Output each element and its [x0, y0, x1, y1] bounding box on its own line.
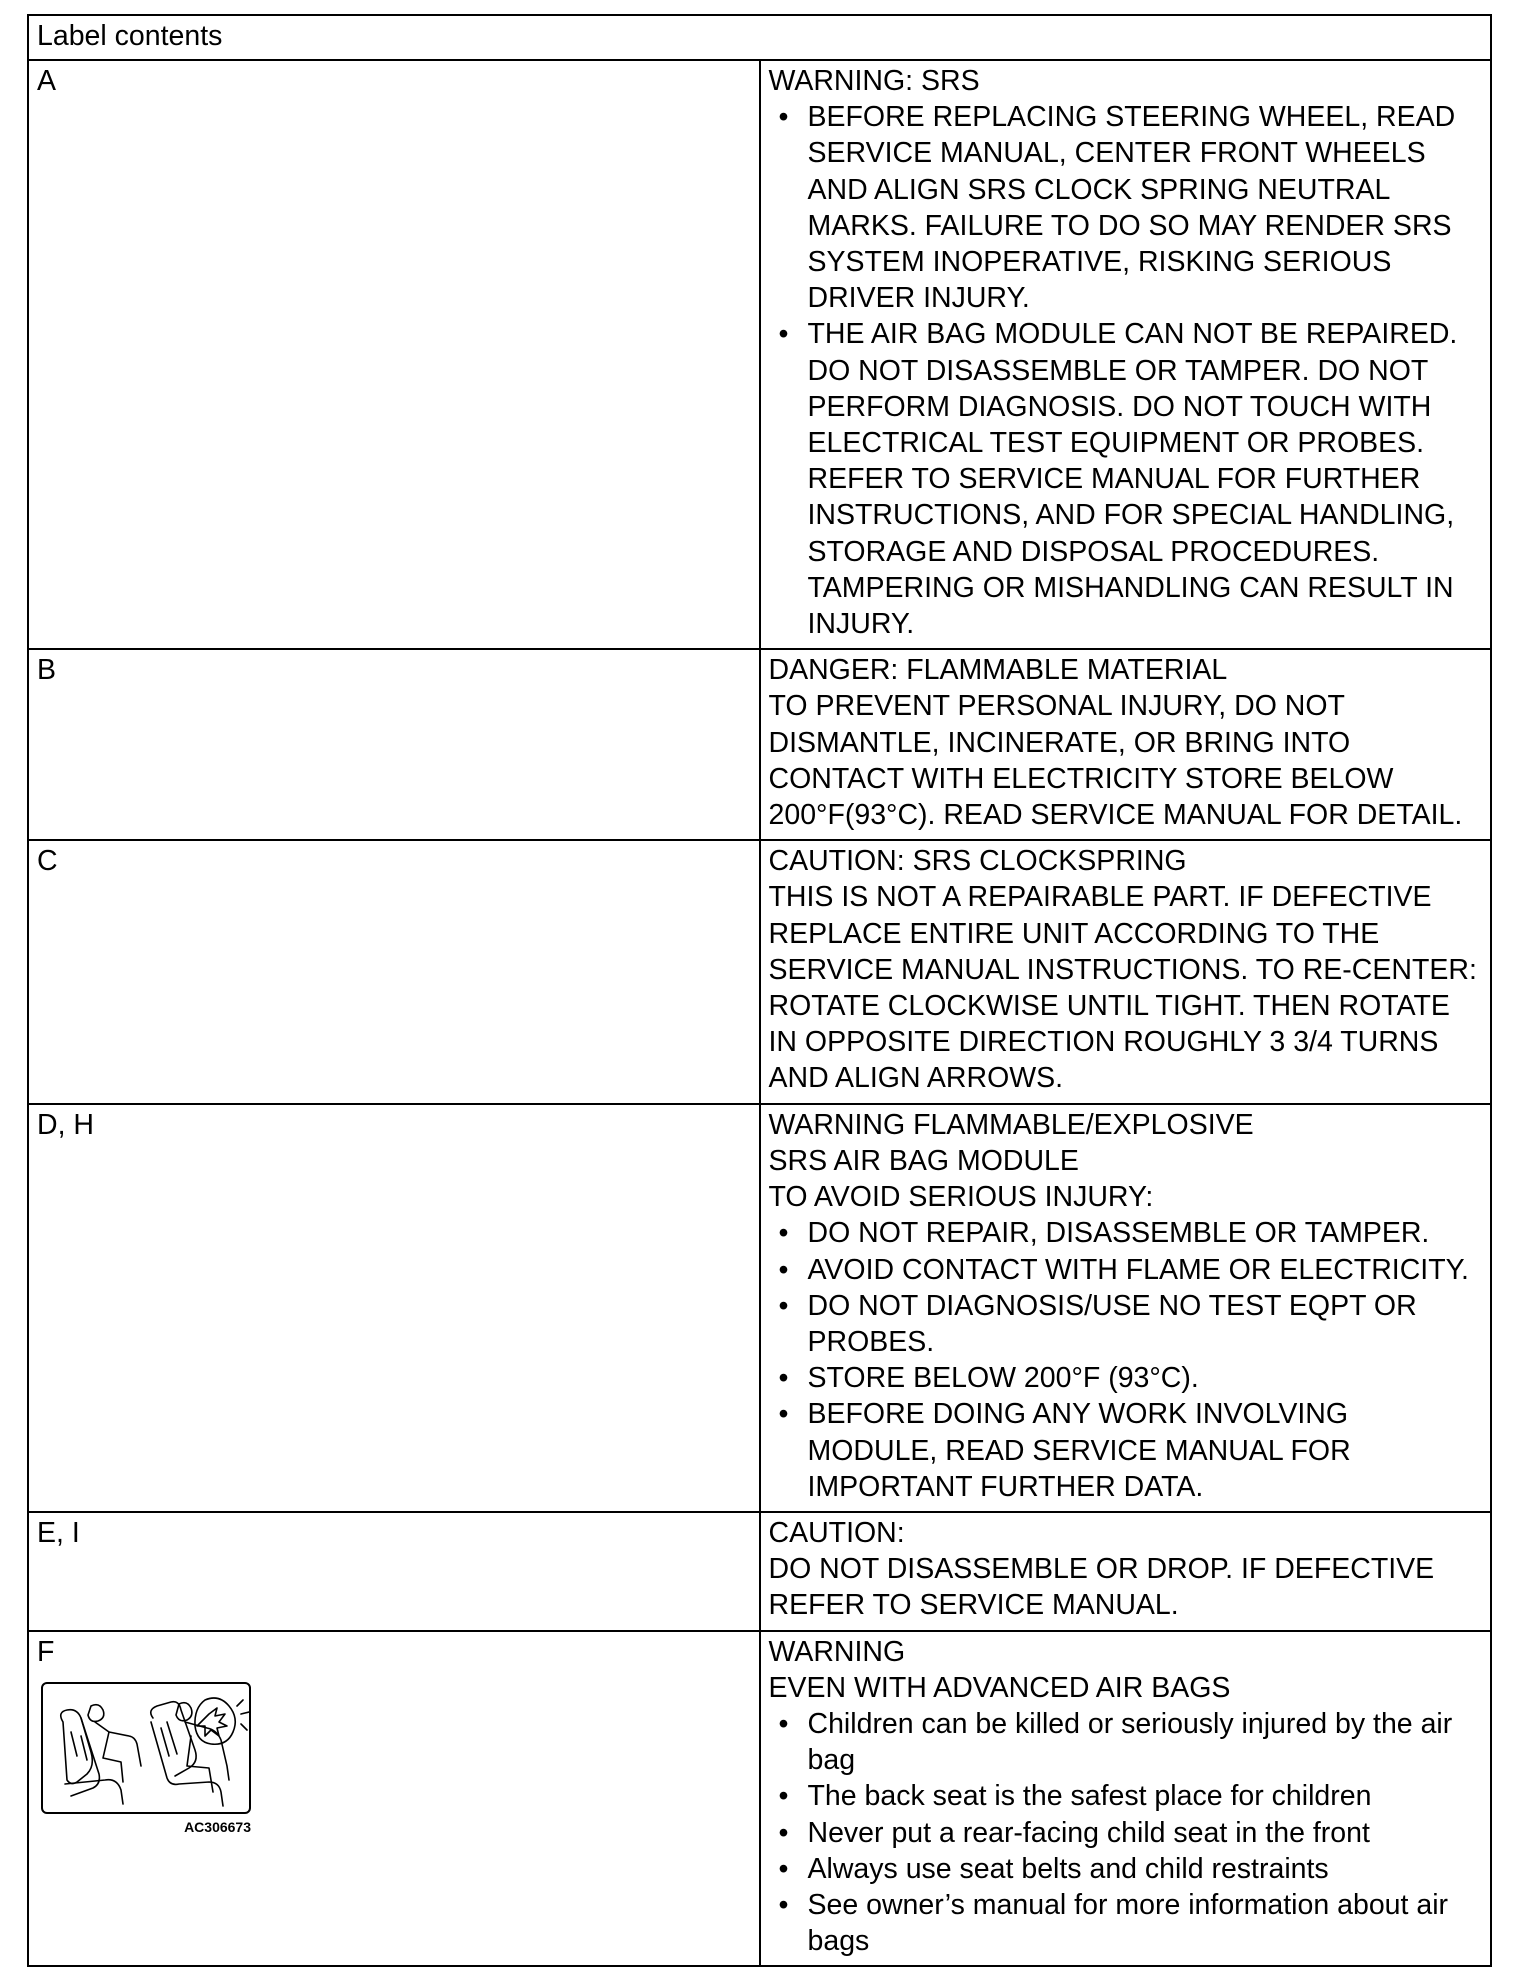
table-row [28, 60, 1491, 649]
table-header: Label contents [28, 15, 1491, 60]
table-row [28, 1512, 1491, 1631]
label-line: TO AVOID SERIOUS INJURY: [768, 1181, 1154, 1214]
child-seat-airbag-warning-icon [41, 1682, 251, 1814]
label-text [760, 1104, 1492, 1512]
bullet-item: • Never put a rear-facing child seat in the front [769, 1815, 1483, 1851]
pictogram-drawing [43, 1684, 249, 1812]
bullet-item: • The back seat is the safest place for children [769, 1778, 1483, 1814]
label-line: WARNING: SRS [768, 65, 980, 97]
label-code: F [37, 1635, 55, 1668]
bullet-item: • DO NOT DIAGNOSIS/USE NO TEST EQPT OR PROBES. [769, 1288, 1483, 1360]
table-header-row [28, 15, 1491, 60]
bullet-item: • BEFORE DOING ANY WORK INVOLVING MODULE, READ SERVICE MANUAL FOR IMPORTANT FURTHER DATA. [769, 1396, 1483, 1505]
bullet-item: • THE AIR BAG MODULE CAN NOT BE REPAIRED. DO NOT DISASSEMBLE OR TAMPER. DO NOT PERFORM DIAGNOSIS. DO NOT TOUCH WITH ELECTRICAL TEST EQUIPMENT OR PROBES. REFER TO SERVICE MANUAL FOR FURTHER INSTRUCTIONS, AND FOR SPECIAL HANDLING, STORAGE AND DISPOSAL PROCEDURES. TAMPERING OR MISHANDLING CAN RESULT IN INJURY. [769, 316, 1483, 642]
label-code: B [28, 649, 760, 840]
label-text [760, 1512, 1492, 1631]
bullet-item: • BEFORE REPLACING STEERING WHEEL, READ SERVICE MANUAL, CENTER FRONT WHEELS AND ALIGN SRS CLOCK SPRING NEUTRAL MARKS. FAILURE TO DO SO MAY RENDER SRS SYSTEM INOPERATIVE, RISKING SERIOUS DRIVER INJURY. [769, 99, 1483, 316]
label-line: SRS AIR BAG MODULE [768, 1144, 1079, 1177]
label-code-cell [28, 1631, 760, 1967]
bullet-item: • Always use seat belts and child restraints [769, 1851, 1483, 1887]
label-text [760, 840, 1492, 1103]
table-row [28, 1631, 1491, 1967]
pictogram [37, 1682, 259, 1835]
bullet-item: • See owner’s manual for more information about air bags [769, 1887, 1483, 1959]
table-row [28, 649, 1491, 840]
label-code: D, H [28, 1104, 760, 1512]
bullet-item: • AVOID CONTACT WITH FLAME OR ELECTRICITY. [769, 1252, 1483, 1288]
bullet-list [769, 1706, 1483, 1959]
label-code: E, I [28, 1512, 760, 1631]
bullet-list [769, 99, 1483, 642]
label-text [760, 1631, 1492, 1967]
label-code: A [28, 60, 760, 649]
label-line: CAUTION: SRS CLOCKSPRING [768, 845, 1187, 878]
label-line: CAUTION: [768, 1516, 905, 1549]
label-contents-table [27, 14, 1492, 1967]
bullet-item: • STORE BELOW 200°F (93°C). [769, 1360, 1483, 1396]
bullet-item: • DO NOT REPAIR, DISASSEMBLE OR TAMPER. [769, 1215, 1483, 1251]
label-text [760, 649, 1492, 840]
label-line: EVEN WITH ADVANCED AIR BAGS [768, 1671, 1231, 1704]
label-text [760, 60, 1492, 649]
label-code: C [28, 840, 760, 1103]
figure-code: AC306673 [184, 1818, 251, 1835]
label-line: WARNING [768, 1635, 906, 1668]
table-row [28, 1104, 1491, 1512]
bullet-item: • Children can be killed or seriously injured by the air bag [769, 1706, 1483, 1778]
label-line: WARNING FLAMMABLE/EXPLOSIVE [768, 1108, 1254, 1141]
table-row [28, 840, 1491, 1103]
label-line: TO PREVENT PERSONAL INJURY, DO NOT DISMANTLE, INCINERATE, OR BRING INTO CONTACT WITH ELECTRICITY STORE BELOW 200°F(93°C). READ SERVICE MANUAL FOR DETAIL. [768, 690, 1463, 832]
bullet-list [769, 1215, 1483, 1505]
label-line: THIS IS NOT A REPAIRABLE PART. IF DEFECTIVE REPLACE ENTIRE UNIT ACCORDING TO THE SERVICE MANUAL INSTRUCTIONS. TO RE-CENTER: ROTATE CLOCKWISE UNTIL TIGHT. THEN ROTATE IN OPPOSITE DIRECTION ROUGHLY 3 3/4 TURNS AND ALIGN ARROWS. [768, 881, 1477, 1095]
label-line: DANGER: FLAMMABLE MATERIAL [768, 654, 1228, 687]
label-line: DO NOT DISASSEMBLE OR DROP. IF DEFECTIVE REFER TO SERVICE MANUAL. [768, 1553, 1435, 1622]
